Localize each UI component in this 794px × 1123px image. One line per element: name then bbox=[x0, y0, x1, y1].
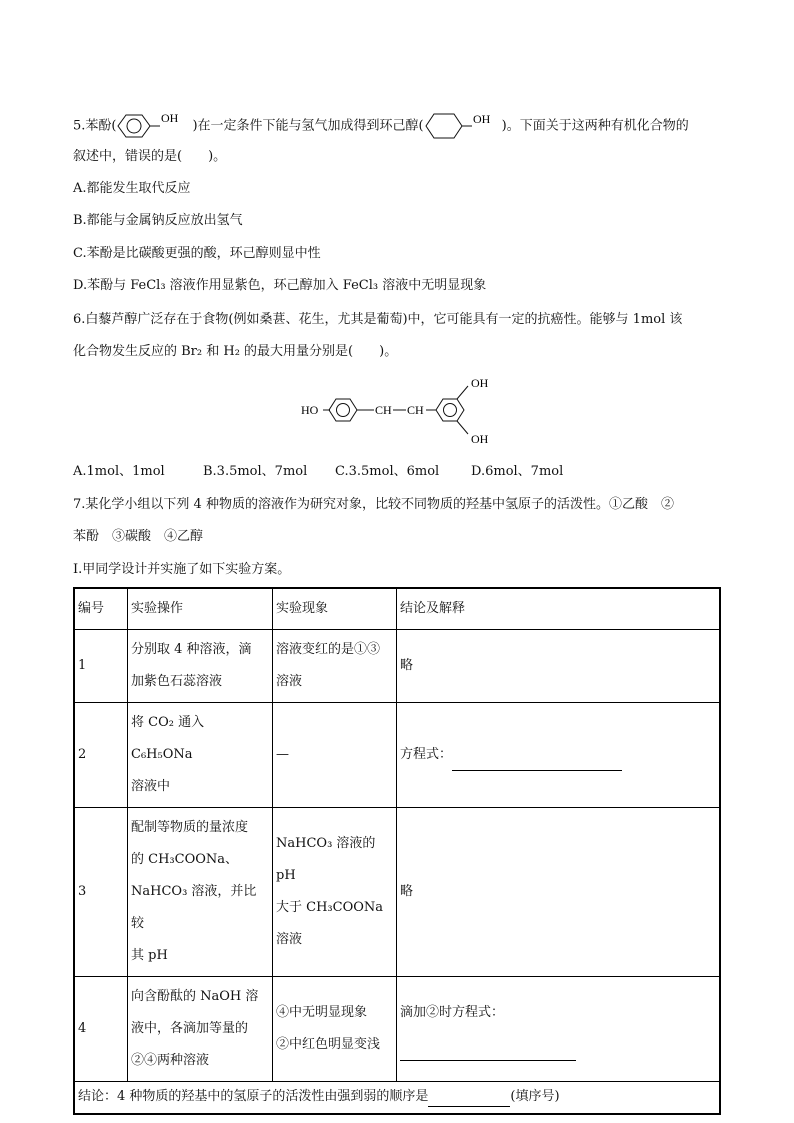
row-conclusion: 略 bbox=[397, 808, 721, 977]
conclusion-row bbox=[74, 1082, 720, 1114]
q5-line2: 叙述中，错误的是( )。 bbox=[73, 149, 227, 164]
q7-line1: 7.某化学小组以下列 4 种物质的溶液作为研究对象，比较不同物质的羟基中氢原子的活泼性。①乙酸 ② bbox=[73, 497, 674, 512]
row-phenomenon: ④中无明显现象 ②中红色明显变浅 bbox=[273, 977, 397, 1082]
q5-option-c: C.苯酚是比碳酸更强的酸，环己醇则显中性 bbox=[73, 246, 321, 261]
q7-part1: Ⅰ.甲同学设计并实施了如下实验方案。 bbox=[73, 562, 291, 577]
row-operation: 分别取 4 种溶液，滴 加紫色石蕊溶液 bbox=[128, 630, 273, 703]
row-conclusion: 略 bbox=[397, 630, 721, 703]
row-operation: 将 CO₂ 通入 C₆H₅ONa 溶液中 bbox=[128, 703, 273, 808]
row-phenomenon: NaHCO₃ 溶液的 pH 大于 CH₃COONa 溶液 bbox=[273, 808, 397, 977]
experiment-table bbox=[73, 587, 721, 1115]
q6-option-c: C.3.5mol、6mol bbox=[335, 464, 440, 479]
row-operation: 向含酚酞的 NaOH 溶 液中，各滴加等量的 ②④两种溶液 bbox=[128, 977, 273, 1082]
ho-label: HO bbox=[301, 403, 319, 417]
row-no: 3 bbox=[74, 808, 128, 977]
oh-bottom-label: OH bbox=[471, 432, 489, 446]
answer-blank[interactable] bbox=[428, 1092, 510, 1107]
q5-line1: 5.苯酚( OH )在一定条件下能与氢气加成得到环己醇( OH )。下面关于这两种有机化合物的 bbox=[73, 111, 689, 141]
row-conclusion: 滴加②时方程式： bbox=[397, 977, 721, 1082]
q6-option-d: D.6mol、7mol bbox=[471, 464, 564, 479]
answer-blank[interactable] bbox=[400, 1046, 576, 1061]
row-phenomenon: 溶液变红的是①③ 溶液 bbox=[273, 630, 397, 703]
row-conclusion: 方程式： bbox=[397, 703, 721, 808]
resveratrol-structure-icon bbox=[298, 370, 498, 450]
table-row bbox=[74, 703, 720, 808]
ch-label-1: CH bbox=[375, 403, 392, 417]
row-no: 1 bbox=[74, 630, 128, 703]
answer-blank[interactable] bbox=[452, 756, 622, 771]
q7-line2: 苯酚 ③碳酸 ④乙醇 bbox=[73, 529, 204, 544]
ch-label-2: CH bbox=[407, 403, 424, 417]
table-row bbox=[74, 808, 720, 977]
row-operation: 配制等物质的量浓度 的 CH₃COONa、 NaHCO₃ 溶液，并比较 其 pH bbox=[128, 808, 273, 977]
table-row bbox=[74, 977, 720, 1082]
q5-option-d: D.苯酚与 FeCl₃ 溶液作用显紫色，环己醇加入 FeCl₃ 溶液中无明显现象 bbox=[73, 278, 487, 293]
header-conclusion: 结论及解释 bbox=[397, 588, 721, 630]
q6-options bbox=[73, 463, 563, 481]
q6-line2: 化合物发生反应的 Br₂ 和 H₂ 的最大用量分别是( )。 bbox=[73, 344, 398, 359]
q6-option-b: B.3.5mol、7mol bbox=[203, 464, 308, 479]
q6-line1: 6.白藜芦醇广泛存在于食物(例如桑葚、花生，尤其是葡萄)中，它可能具有一定的抗癌性。能够与 1mol 该 bbox=[73, 312, 683, 327]
cyclohexanol-oh-label: OH bbox=[472, 112, 490, 126]
header-no: 编号 bbox=[74, 588, 128, 630]
phenol-structure-icon bbox=[116, 111, 192, 141]
header-operation: 实验操作 bbox=[128, 588, 273, 630]
table-header-row bbox=[74, 588, 720, 630]
header-phenomenon: 实验现象 bbox=[273, 588, 397, 630]
row-no: 4 bbox=[74, 977, 128, 1082]
cyclohexanol-structure-icon bbox=[424, 111, 502, 141]
q5-option-a: A.都能发生取代反应 bbox=[73, 181, 191, 196]
conclusion-cell: 结论：4 种物质的羟基中的氢原子的活泼性由强到弱的顺序是 (填序号) bbox=[74, 1082, 720, 1114]
q5-option-b: B.都能与金属钠反应放出氢气 bbox=[73, 213, 243, 228]
row-phenomenon: — bbox=[273, 703, 397, 808]
q6-option-a: A.1mol、1mol bbox=[73, 464, 165, 479]
row-no: 2 bbox=[74, 703, 128, 808]
phenol-oh-label: OH bbox=[161, 111, 179, 125]
oh-top-label: OH bbox=[471, 376, 489, 390]
table-row bbox=[74, 630, 720, 703]
